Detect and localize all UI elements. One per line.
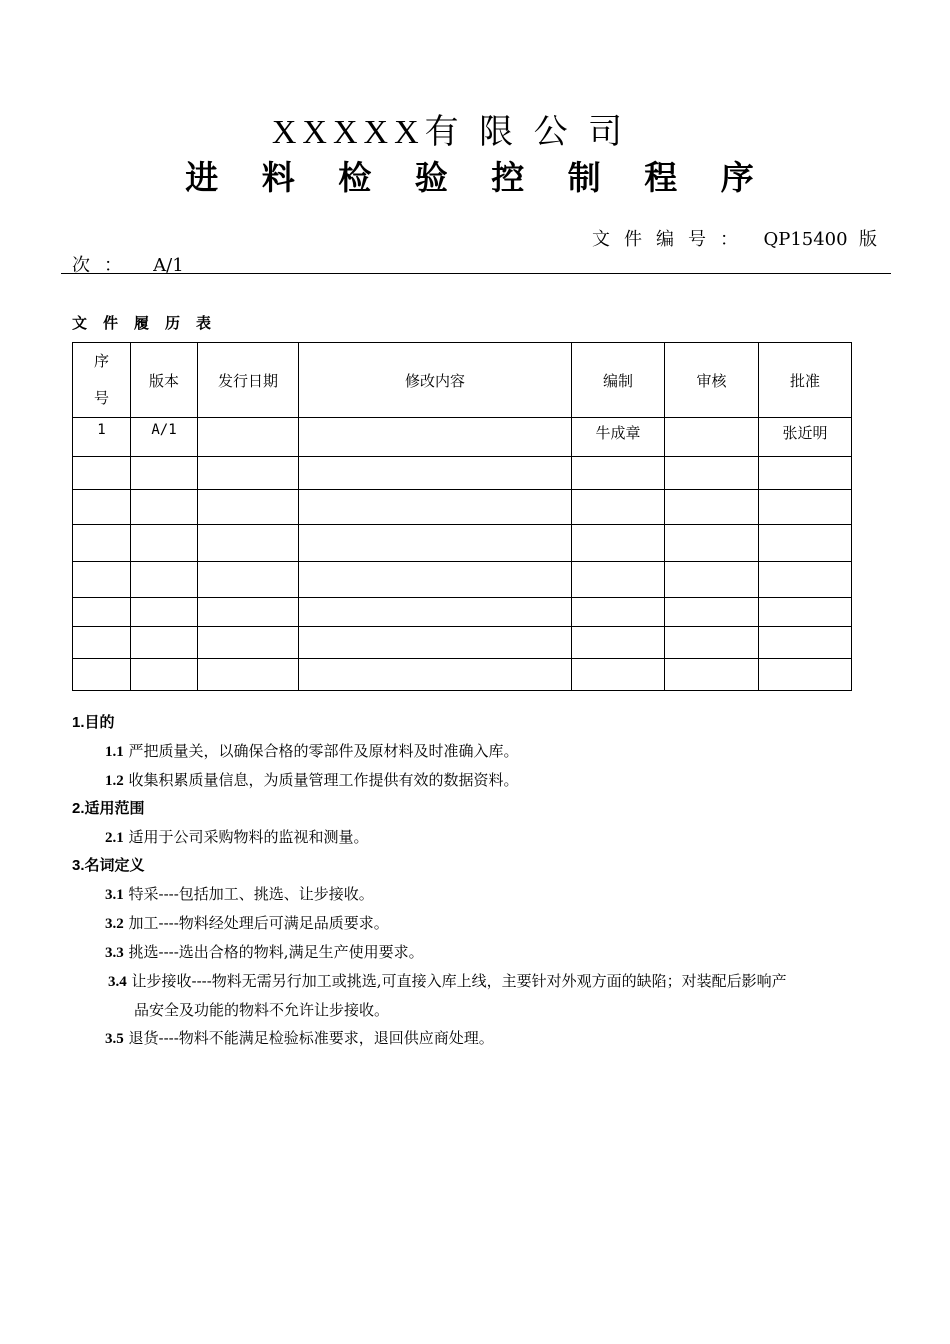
cell-approver: 张近明 (759, 418, 852, 457)
col-header-version: 版本 (131, 343, 198, 418)
clause-3-5: 3.5 退货----物料不能满足检验标准要求，退回供应商处理。 (105, 1029, 494, 1047)
history-table-title: 文件履历表 (72, 314, 228, 332)
table-row (73, 562, 852, 598)
table-row (73, 627, 852, 659)
cell-seq: 1 (73, 418, 131, 457)
table-row (73, 525, 852, 562)
version-label-part2: 次： (72, 255, 136, 276)
clause-1-2: 1.2 收集积累质量信息，为质量管理工作提供有效的数据资料。 (105, 771, 519, 789)
table-header-row (73, 343, 852, 418)
clause-3-2: 3.2 加工----物料经处理后可满足品质要求。 (105, 914, 389, 932)
table-row (73, 457, 852, 490)
version-label-part1: 版 (859, 229, 878, 250)
company-name: XXXXX有 限 公 司 (271, 114, 629, 151)
clause-3-4: 3.4 让步接收----物料无需另行加工或挑选,可直接入库上线，主要针对外观方面的缺陷；对装配后影响产 品安全及功能的物料不允许让步接收。 (108, 972, 787, 1019)
section-definitions-heading: 3.名词定义 (72, 857, 145, 874)
cell-editor: 牛成章 (572, 418, 665, 457)
procedure-body (72, 709, 872, 1053)
document-title: 进 料 检 验 控 制 程 序 (185, 158, 770, 197)
doc-number-value: QP15400 (763, 229, 848, 250)
cell-reviewer (665, 418, 759, 457)
clause-3-3: 3.3 挑选----选出合格的物料,满足生产使用要求。 (105, 943, 424, 961)
clause-3-1: 3.1 特采----包括加工、挑选、让步接收。 (105, 885, 374, 903)
section-scope-heading: 2.适用范围 (72, 800, 145, 817)
table-row (73, 418, 852, 457)
table-row (73, 490, 852, 525)
version-value: A/1 (153, 255, 184, 276)
cell-content (299, 418, 572, 457)
table-row (73, 659, 852, 691)
clause-1-1: 1.1 严把质量关，以确保合格的零部件及原材料及时准确入库。 (105, 742, 519, 760)
doc-number-label: 文件编号： (592, 229, 752, 250)
header-divider (61, 273, 891, 274)
cell-date (198, 418, 299, 457)
col-header-content: 修改内容 (299, 343, 572, 418)
col-header-approver: 批准 (759, 343, 852, 418)
col-header-seq: 序 号 (73, 343, 131, 418)
doc-number-line (592, 225, 877, 251)
cell-version: A/1 (131, 418, 198, 457)
col-header-reviewer: 审核 (665, 343, 759, 418)
col-header-editor: 编制 (572, 343, 665, 418)
table-row (73, 598, 852, 627)
clause-2-1: 2.1 适用于公司采购物料的监视和测量。 (105, 828, 369, 846)
section-purpose-heading: 1.目的 (72, 714, 115, 731)
revision-history-table (72, 342, 852, 691)
col-header-date: 发行日期 (198, 343, 299, 418)
